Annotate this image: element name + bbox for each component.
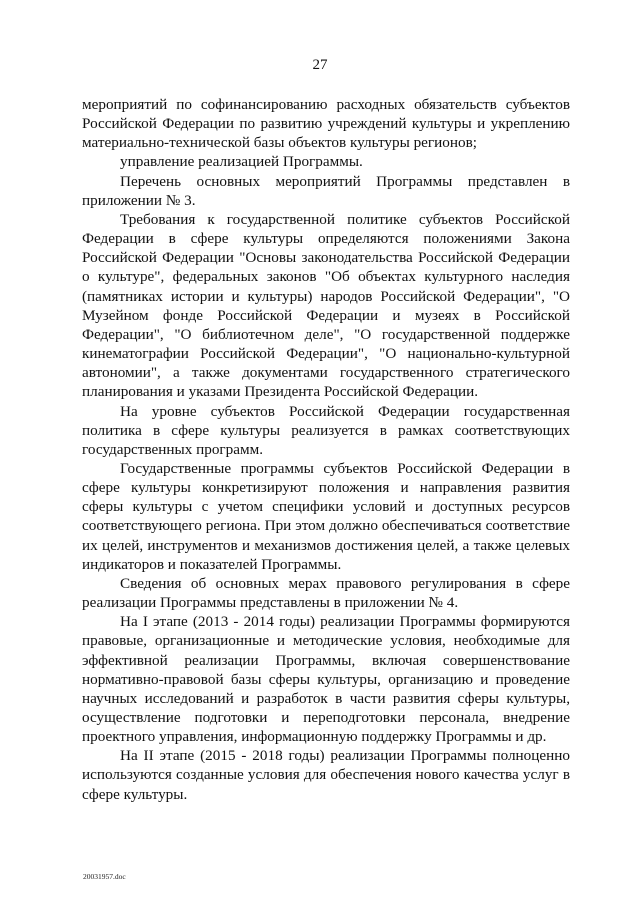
paragraph-measures-continuation: мероприятий по софинансированию расходных обязательств субъектов Российской Федерации по развитию учреждений культуры и укреплению материально-технической базы объектов культуры регионов; [82, 96, 570, 152]
paragraph-regional-programs: Государственные программы субъектов Российской Федерации в сфере культуры конкретизируют положения и направления развития сферы культуры с учетом специфики условий и доступных ресурсов соответствующего региона. При этом должно обеспечиваться соответствие их целей, инструментов и механизмов достижения целей, а также целевых индикаторов и показателей Программы. [82, 459, 570, 573]
paragraph-program-management: управление реализацией Программы. [120, 153, 363, 171]
paragraph-stage-two: На II этапе (2015 - 2018 годы) реализации Программы полноценно используются созданные условия для обеспечения нового качества услуг в сфере культуры. [82, 747, 570, 803]
page-number: 27 [312, 57, 328, 73]
document-body [82, 95, 570, 804]
paragraph-measures-list-reference: Перечень основных мероприятий Программы представлен в приложении № 3. [82, 172, 570, 209]
footer-filename: 20031957.doc [83, 872, 126, 881]
paragraph-legal-regulation: Сведения об основных мерах правового регулирования в сфере реализации Программы представлены в приложении № 4. [82, 574, 570, 612]
paragraph-regional-policy: На уровне субъектов Российской Федерации государственная политика в сфере культуры реализуется в рамках соответствующих государственных программ. [82, 402, 570, 458]
paragraph-policy-requirements: Требования к государственной политике субъектов Российской Федерации в сфере культуры определяются положениями Закона Российской Федерации "Основы законодательства Российской Федерации о культуре", федеральных законов "Об объектах культурного наследия (памятниках истории и культуры) народов Российской Федерации", "О Музейном фонде Российской Федерации и музеях в Российской Федерации", "О библиотечном деле", "О государственной поддержке кинематографии Российской Федерации", "О национально-культурной автономии", а также документами государственного стратегического планирования и указами Президента Российской Федерации. [82, 210, 570, 401]
paragraph-stage-one: На I этапе (2013 - 2014 годы) реализации Программы формируются правовые, организационные и методические условия, необходимые для эффективной реализации Программы, включая совершенствование нормативно-правовой базы сферы культуры, организацию и проведение научных исследований и разработок в части развития сферы культуры, осуществление подготовки и переподготовки персонала, внедрение проектного управления, информационную поддержку Программы и др. [82, 613, 570, 746]
